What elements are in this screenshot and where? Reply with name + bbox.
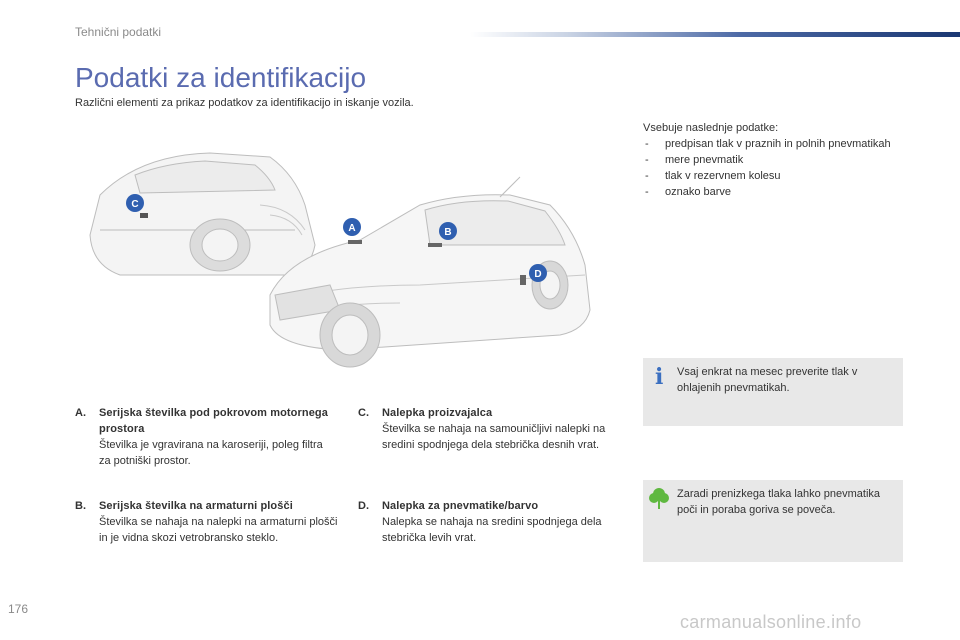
item-text: Številka je vgravirana na karoseriji, poleg filtra za potniški prostor.: [99, 439, 323, 467]
car-rear-view: [90, 153, 315, 275]
eco-note-text: Zaradi prenizkega tlaka lahko pnevmatika poči in poraba goriva se poveča.: [677, 488, 881, 516]
info-icon: i: [655, 364, 664, 390]
svg-text:C: C: [131, 199, 139, 210]
item-title: Nalepka za pnevmatike/barvo: [382, 500, 539, 512]
marker-b: [439, 222, 457, 240]
list-item: - tlak v rezervnem kolesu: [643, 168, 903, 184]
item-d: [358, 498, 608, 546]
item-letter: B.: [75, 500, 86, 512]
info-note-text: Vsaj enkrat na mesec preverite tlak v ohlajenih pnevmatikah.: [677, 366, 858, 394]
item-title: Nalepka proizvajalca: [382, 407, 493, 419]
tyre-label-intro: Vsebuje naslednje podatke:: [643, 122, 779, 134]
item-a: [75, 405, 330, 469]
page-subtitle: Različni elementi za prikaz podatkov za identifikacijo in iskanje vozila.: [75, 97, 414, 109]
watermark: carmanualsonline.info: [680, 612, 862, 632]
item-text: Številka se nahaja na samouničljivi nalepki na sredini spodnjega dela stebrička desnih vrat.: [382, 423, 606, 451]
tyre-label-list: [643, 136, 903, 200]
section-header: Tehnični podatki: [75, 25, 162, 39]
item-letter: A.: [75, 407, 86, 419]
eco-tree-icon: [647, 486, 671, 510]
marker-c: [126, 194, 144, 212]
item-title: Serijska številka na armaturni plošči: [99, 500, 293, 512]
svg-text:D: D: [534, 269, 542, 280]
marker-a: [343, 218, 361, 236]
tyre-label-info: [643, 120, 903, 200]
header-bar: [470, 32, 960, 37]
svg-text:A: A: [348, 223, 356, 234]
item-text: Nalepka se nahaja na sredini spodnjega dela stebrička levih vrat.: [382, 516, 602, 544]
info-note-box: [643, 358, 903, 426]
eco-note-box: [643, 480, 903, 562]
item-letter: D.: [358, 500, 369, 512]
page-title: Podatki za identifikacijo: [75, 62, 367, 93]
list-item: - predpisan tlak v praznih in polnih pnevmatikah: [643, 136, 903, 152]
item-letter: C.: [358, 407, 369, 419]
item-b: [75, 498, 340, 546]
marker-d: [529, 264, 547, 282]
list-item: - oznako barve: [643, 184, 903, 200]
car-illustration: [80, 135, 620, 385]
item-c: [358, 405, 623, 453]
page-number: 176: [8, 602, 29, 616]
item-text: Številka se nahaja na nalepki na armaturni plošči in je vidna skozi vetrobransko steklo.: [99, 516, 338, 544]
item-title: Serijska številka pod pokrovom motornega prostora: [99, 407, 328, 435]
list-item: - mere pnevmatik: [643, 152, 903, 168]
svg-text:B: B: [444, 227, 452, 238]
